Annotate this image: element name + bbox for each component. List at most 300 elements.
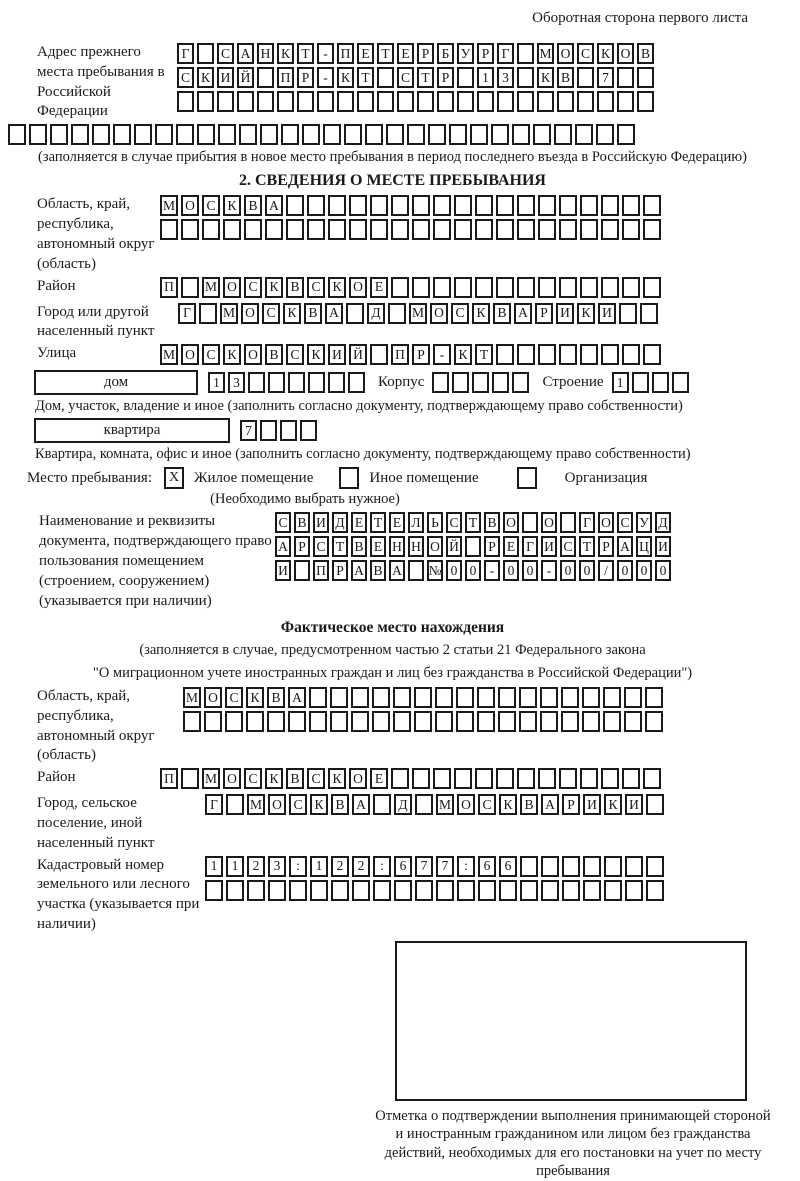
char-box[interactable] (601, 219, 619, 240)
char-box[interactable] (491, 124, 509, 145)
char-box[interactable] (412, 277, 430, 298)
char-box[interactable] (281, 124, 299, 145)
char-box[interactable] (92, 124, 110, 145)
char-box[interactable]: Р (412, 344, 430, 365)
char-box[interactable] (265, 219, 283, 240)
char-box[interactable] (622, 768, 640, 789)
char-box[interactable] (373, 880, 391, 901)
char-box[interactable]: Г (205, 794, 223, 815)
char-box[interactable] (412, 195, 430, 216)
char-box[interactable]: М (537, 43, 554, 64)
char-box[interactable]: Р (332, 560, 348, 581)
char-box[interactable]: О (241, 303, 259, 324)
char-box[interactable]: С (307, 768, 325, 789)
char-box[interactable]: И (541, 536, 557, 557)
char-box[interactable]: Р (294, 536, 310, 557)
char-box[interactable] (624, 711, 642, 732)
checkbox-other-premises[interactable] (339, 467, 359, 489)
char-box[interactable] (601, 277, 619, 298)
char-box[interactable]: К (472, 303, 490, 324)
char-box[interactable] (277, 91, 294, 112)
char-box[interactable] (559, 344, 577, 365)
char-box[interactable]: К (265, 277, 283, 298)
char-box[interactable] (286, 219, 304, 240)
char-box[interactable]: 0 (636, 560, 652, 581)
char-box[interactable]: М (202, 277, 220, 298)
char-box[interactable]: К (307, 344, 325, 365)
char-box[interactable] (247, 880, 265, 901)
char-box[interactable] (496, 195, 514, 216)
char-box[interactable] (582, 711, 600, 732)
char-box[interactable] (577, 67, 594, 88)
char-box[interactable]: Г (497, 43, 514, 64)
char-box[interactable]: И (217, 67, 234, 88)
char-box[interactable]: П (313, 560, 329, 581)
char-box[interactable] (417, 91, 434, 112)
char-box[interactable]: С (275, 512, 291, 533)
char-box[interactable] (433, 768, 451, 789)
char-box[interactable]: П (337, 43, 354, 64)
char-box[interactable] (557, 91, 574, 112)
char-box[interactable]: У (636, 512, 652, 533)
char-box[interactable]: М (202, 768, 220, 789)
char-box[interactable]: О (541, 512, 557, 533)
char-box[interactable] (288, 372, 305, 393)
char-box[interactable] (286, 195, 304, 216)
char-box[interactable]: У (457, 43, 474, 64)
char-box[interactable] (29, 124, 47, 145)
char-box[interactable]: В (493, 303, 511, 324)
char-box[interactable]: В (331, 794, 349, 815)
char-box[interactable]: Т (579, 536, 595, 557)
char-box[interactable] (603, 711, 621, 732)
char-box[interactable] (457, 880, 475, 901)
char-box[interactable] (622, 195, 640, 216)
char-box[interactable] (328, 219, 346, 240)
char-box[interactable]: 6 (478, 856, 496, 877)
char-box[interactable] (643, 195, 661, 216)
char-box[interactable] (624, 687, 642, 708)
char-box[interactable] (50, 124, 68, 145)
char-box[interactable]: Д (655, 512, 671, 533)
char-box[interactable] (300, 420, 317, 441)
char-box[interactable] (533, 124, 551, 145)
char-box[interactable] (559, 195, 577, 216)
char-box[interactable]: К (223, 344, 241, 365)
char-box[interactable] (433, 195, 451, 216)
char-box[interactable] (372, 687, 390, 708)
char-box[interactable] (477, 91, 494, 112)
char-box[interactable]: Р (297, 67, 314, 88)
char-box[interactable]: С (307, 277, 325, 298)
char-box[interactable]: С (177, 67, 194, 88)
char-box[interactable]: Ь (427, 512, 443, 533)
char-box[interactable]: О (244, 344, 262, 365)
char-box[interactable] (349, 195, 367, 216)
char-box[interactable] (517, 277, 535, 298)
char-box[interactable] (561, 711, 579, 732)
char-box[interactable]: К (597, 43, 614, 64)
char-box[interactable] (475, 768, 493, 789)
char-box[interactable] (625, 880, 643, 901)
char-box[interactable] (538, 277, 556, 298)
char-box[interactable] (672, 372, 689, 393)
char-box[interactable] (519, 687, 537, 708)
char-box[interactable] (475, 195, 493, 216)
char-box[interactable] (496, 219, 514, 240)
char-box[interactable] (561, 687, 579, 708)
char-box[interactable] (522, 512, 538, 533)
char-box[interactable] (622, 277, 640, 298)
char-box[interactable] (435, 687, 453, 708)
char-box[interactable]: 6 (394, 856, 412, 877)
char-box[interactable]: Р (562, 794, 580, 815)
char-box[interactable] (601, 768, 619, 789)
char-box[interactable]: К (604, 794, 622, 815)
char-box[interactable]: В (520, 794, 538, 815)
char-box[interactable] (492, 372, 509, 393)
char-box[interactable]: К (277, 43, 294, 64)
char-box[interactable]: Д (332, 512, 348, 533)
char-box[interactable] (370, 219, 388, 240)
char-box[interactable] (617, 91, 634, 112)
char-box[interactable]: О (349, 768, 367, 789)
char-box[interactable]: С (217, 43, 234, 64)
char-box[interactable] (330, 687, 348, 708)
char-box[interactable] (155, 124, 173, 145)
char-box[interactable]: М (436, 794, 454, 815)
char-box[interactable] (351, 711, 369, 732)
char-box[interactable] (601, 344, 619, 365)
char-box[interactable]: Р (437, 67, 454, 88)
char-box[interactable] (391, 195, 409, 216)
char-box[interactable] (652, 372, 669, 393)
char-box[interactable]: А (541, 794, 559, 815)
char-box[interactable]: В (265, 344, 283, 365)
char-box[interactable]: М (160, 344, 178, 365)
char-box[interactable]: О (430, 303, 448, 324)
char-box[interactable] (71, 124, 89, 145)
char-box[interactable]: И (625, 794, 643, 815)
char-box[interactable] (637, 67, 654, 88)
char-box[interactable] (559, 768, 577, 789)
char-box[interactable]: С (313, 536, 329, 557)
char-box[interactable] (346, 303, 364, 324)
char-box[interactable]: 1 (612, 372, 629, 393)
char-box[interactable] (538, 768, 556, 789)
char-box[interactable] (226, 794, 244, 815)
char-box[interactable] (373, 794, 391, 815)
char-box[interactable] (436, 880, 454, 901)
char-box[interactable] (317, 91, 334, 112)
char-box[interactable]: Е (370, 768, 388, 789)
char-box[interactable]: С (286, 344, 304, 365)
char-box[interactable] (393, 711, 411, 732)
char-box[interactable] (617, 67, 634, 88)
char-box[interactable]: К (283, 303, 301, 324)
char-box[interactable] (625, 856, 643, 877)
char-box[interactable] (454, 768, 472, 789)
char-box[interactable]: О (268, 794, 286, 815)
char-box[interactable] (433, 277, 451, 298)
char-box[interactable] (540, 687, 558, 708)
char-box[interactable]: 6 (499, 856, 517, 877)
char-box[interactable]: К (197, 67, 214, 88)
char-box[interactable] (497, 91, 514, 112)
char-box[interactable] (415, 794, 433, 815)
char-box[interactable] (604, 880, 622, 901)
char-box[interactable]: 0 (655, 560, 671, 581)
char-box[interactable]: И (583, 794, 601, 815)
char-box[interactable] (260, 420, 277, 441)
char-box[interactable] (538, 344, 556, 365)
char-box[interactable] (239, 124, 257, 145)
char-box[interactable]: 7 (415, 856, 433, 877)
char-box[interactable] (637, 91, 654, 112)
char-box[interactable] (496, 768, 514, 789)
char-box[interactable]: В (637, 43, 654, 64)
char-box[interactable] (619, 303, 637, 324)
char-box[interactable] (432, 372, 449, 393)
char-box[interactable] (348, 372, 365, 393)
char-box[interactable]: С (244, 768, 262, 789)
char-box[interactable] (288, 711, 306, 732)
char-box[interactable]: С (560, 536, 576, 557)
char-box[interactable]: С (289, 794, 307, 815)
char-box[interactable]: В (351, 536, 367, 557)
char-box[interactable]: А (325, 303, 343, 324)
char-box[interactable] (412, 768, 430, 789)
char-box[interactable] (244, 219, 262, 240)
char-box[interactable] (645, 711, 663, 732)
char-box[interactable]: Е (397, 43, 414, 64)
char-box[interactable] (307, 195, 325, 216)
char-box[interactable] (517, 67, 534, 88)
char-box[interactable] (386, 124, 404, 145)
char-box[interactable] (309, 711, 327, 732)
char-box[interactable] (412, 219, 430, 240)
char-box[interactable]: Д (367, 303, 385, 324)
char-box[interactable]: Е (389, 512, 405, 533)
char-box[interactable]: К (223, 195, 241, 216)
char-box[interactable]: 0 (503, 560, 519, 581)
char-box[interactable]: А (514, 303, 532, 324)
char-box[interactable] (517, 195, 535, 216)
char-box[interactable] (268, 880, 286, 901)
char-box[interactable]: К (246, 687, 264, 708)
char-box[interactable] (541, 856, 559, 877)
char-box[interactable] (452, 372, 469, 393)
char-box[interactable] (408, 560, 424, 581)
char-box[interactable]: П (277, 67, 294, 88)
char-box[interactable] (517, 344, 535, 365)
char-box[interactable]: С (446, 512, 462, 533)
char-box[interactable]: С (617, 512, 633, 533)
char-box[interactable] (134, 124, 152, 145)
char-box[interactable]: 1 (310, 856, 328, 877)
char-box[interactable] (365, 124, 383, 145)
char-box[interactable] (181, 768, 199, 789)
char-box[interactable]: Т (370, 512, 386, 533)
char-box[interactable]: 7 (436, 856, 454, 877)
char-box[interactable]: Н (408, 536, 424, 557)
char-box[interactable]: - (433, 344, 451, 365)
char-box[interactable]: П (391, 344, 409, 365)
char-box[interactable]: Й (237, 67, 254, 88)
char-box[interactable] (454, 195, 472, 216)
char-box[interactable]: О (598, 512, 614, 533)
char-box[interactable]: С (202, 195, 220, 216)
char-box[interactable] (280, 420, 297, 441)
char-box[interactable] (197, 124, 215, 145)
char-box[interactable]: Г (177, 43, 194, 64)
char-box[interactable]: И (655, 536, 671, 557)
char-box[interactable]: И (313, 512, 329, 533)
char-box[interactable] (176, 124, 194, 145)
char-box[interactable]: О (617, 43, 634, 64)
char-box[interactable]: Д (394, 794, 412, 815)
char-box[interactable]: О (427, 536, 443, 557)
char-box[interactable]: А (275, 536, 291, 557)
char-box[interactable] (414, 711, 432, 732)
char-box[interactable] (226, 880, 244, 901)
char-box[interactable]: И (275, 560, 291, 581)
char-box[interactable]: Е (370, 536, 386, 557)
char-box[interactable] (407, 124, 425, 145)
char-box[interactable] (582, 687, 600, 708)
char-box[interactable] (197, 91, 214, 112)
char-box[interactable] (246, 711, 264, 732)
char-box[interactable] (622, 219, 640, 240)
char-box[interactable]: К (454, 344, 472, 365)
char-box[interactable] (457, 91, 474, 112)
char-box[interactable]: Т (332, 536, 348, 557)
char-box[interactable] (225, 711, 243, 732)
char-box[interactable] (388, 303, 406, 324)
char-box[interactable] (414, 687, 432, 708)
char-box[interactable]: - (317, 43, 334, 64)
char-box[interactable]: А (389, 560, 405, 581)
char-box[interactable] (328, 195, 346, 216)
char-box[interactable] (580, 344, 598, 365)
char-box[interactable] (267, 711, 285, 732)
char-box[interactable] (330, 711, 348, 732)
char-box[interactable] (294, 560, 310, 581)
char-box[interactable] (517, 219, 535, 240)
char-box[interactable]: В (244, 195, 262, 216)
char-box[interactable] (646, 794, 664, 815)
char-box[interactable] (456, 687, 474, 708)
char-box[interactable] (357, 91, 374, 112)
char-box[interactable]: Р (535, 303, 553, 324)
char-box[interactable]: С (244, 277, 262, 298)
char-box[interactable]: Т (357, 67, 374, 88)
char-box[interactable]: О (223, 277, 241, 298)
char-box[interactable]: В (286, 277, 304, 298)
char-box[interactable]: С (451, 303, 469, 324)
char-box[interactable]: Й (349, 344, 367, 365)
char-box[interactable] (538, 219, 556, 240)
char-box[interactable]: К (499, 794, 517, 815)
char-box[interactable]: О (181, 344, 199, 365)
char-box[interactable] (199, 303, 217, 324)
char-box[interactable]: О (181, 195, 199, 216)
char-box[interactable] (393, 687, 411, 708)
char-box[interactable] (237, 91, 254, 112)
char-box[interactable] (268, 372, 285, 393)
char-box[interactable]: Е (351, 512, 367, 533)
char-box[interactable]: К (328, 768, 346, 789)
char-box[interactable] (307, 219, 325, 240)
char-box[interactable]: 1 (226, 856, 244, 877)
char-box[interactable] (391, 219, 409, 240)
char-box[interactable] (478, 880, 496, 901)
char-box[interactable] (580, 768, 598, 789)
char-box[interactable]: А (265, 195, 283, 216)
char-box[interactable]: : (289, 856, 307, 877)
char-box[interactable] (643, 768, 661, 789)
char-box[interactable] (554, 124, 572, 145)
char-box[interactable] (8, 124, 26, 145)
char-box[interactable] (477, 687, 495, 708)
char-box[interactable]: М (409, 303, 427, 324)
char-box[interactable] (197, 43, 214, 64)
char-box[interactable] (596, 124, 614, 145)
char-box[interactable]: П (160, 277, 178, 298)
char-box[interactable] (454, 219, 472, 240)
char-box[interactable]: 2 (247, 856, 265, 877)
char-box[interactable]: К (337, 67, 354, 88)
char-box[interactable]: - (484, 560, 500, 581)
char-box[interactable] (349, 219, 367, 240)
char-box[interactable]: 3 (268, 856, 286, 877)
char-box[interactable] (632, 372, 649, 393)
char-box[interactable]: П (160, 768, 178, 789)
char-box[interactable]: В (370, 560, 386, 581)
char-box[interactable]: О (349, 277, 367, 298)
char-box[interactable] (394, 880, 412, 901)
char-box[interactable]: Н (389, 536, 405, 557)
char-box[interactable]: 2 (331, 856, 349, 877)
char-box[interactable]: : (373, 856, 391, 877)
char-box[interactable] (428, 124, 446, 145)
char-box[interactable] (465, 536, 481, 557)
char-box[interactable] (377, 67, 394, 88)
char-box[interactable] (601, 195, 619, 216)
char-box[interactable]: К (328, 277, 346, 298)
char-box[interactable] (583, 880, 601, 901)
char-box[interactable]: 2 (352, 856, 370, 877)
char-box[interactable] (580, 195, 598, 216)
char-box[interactable] (218, 124, 236, 145)
char-box[interactable] (433, 219, 451, 240)
char-box[interactable] (302, 124, 320, 145)
char-box[interactable]: В (286, 768, 304, 789)
char-box[interactable] (645, 687, 663, 708)
char-box[interactable]: М (247, 794, 265, 815)
char-box[interactable]: Ц (636, 536, 652, 557)
char-box[interactable] (559, 277, 577, 298)
char-box[interactable] (517, 768, 535, 789)
char-box[interactable] (512, 372, 529, 393)
char-box[interactable] (537, 91, 554, 112)
char-box[interactable] (496, 277, 514, 298)
char-box[interactable]: 0 (579, 560, 595, 581)
char-box[interactable]: А (237, 43, 254, 64)
char-box[interactable] (603, 687, 621, 708)
char-box[interactable] (397, 91, 414, 112)
char-box[interactable] (580, 277, 598, 298)
